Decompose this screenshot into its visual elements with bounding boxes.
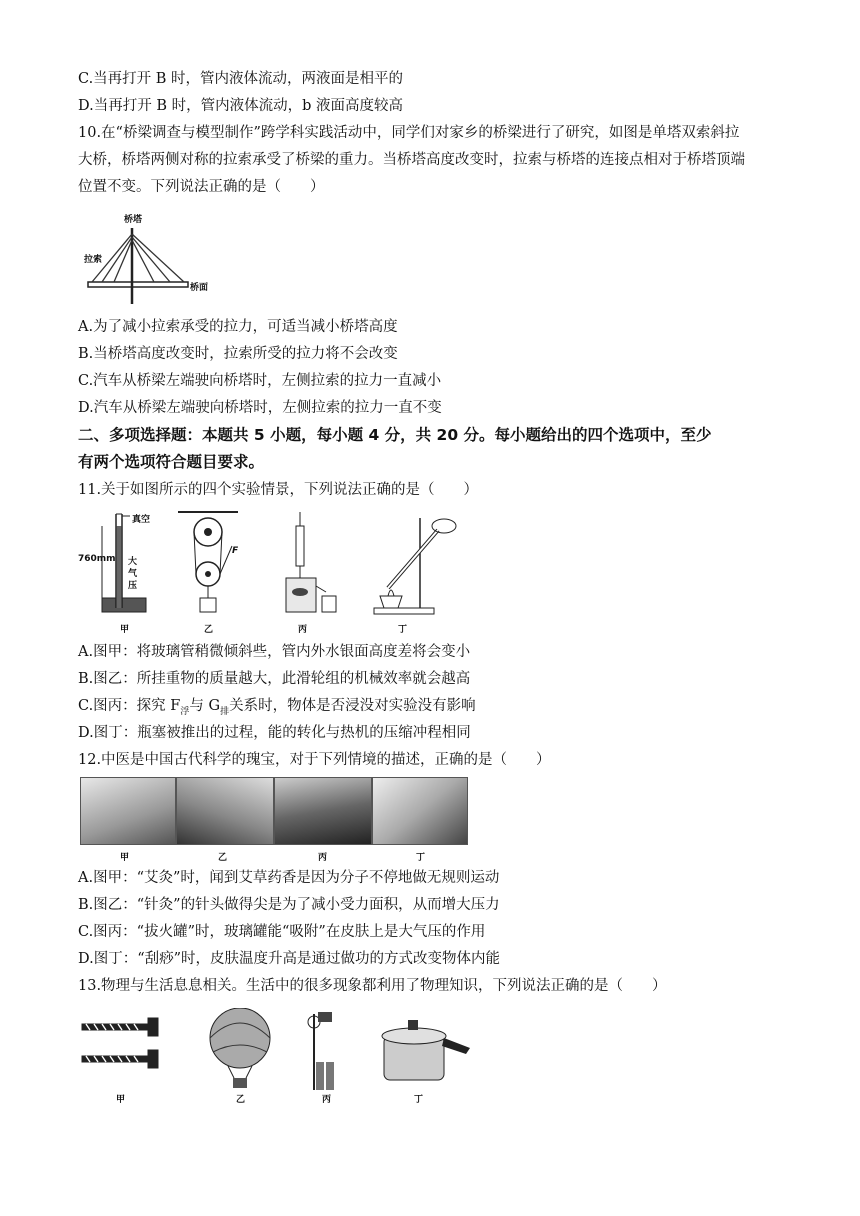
- deck-label: 桥面: [190, 283, 209, 293]
- q12-stem: 12.中医是中国古代科学的瑰宝，对于下列情境的描述，正确的是（ ）: [78, 752, 551, 768]
- q13-caption-yi: 乙: [236, 1095, 246, 1105]
- vacuum-label: 真空: [132, 515, 151, 525]
- force-f-label: F: [232, 546, 239, 556]
- height-760mm-label: 760mm: [78, 554, 116, 564]
- q9-option-c: C.当再打开 B 时，管内液体流动，两液面是相平的: [78, 71, 404, 87]
- q10-option-d: D.汽车从桥梁左端驶向桥塔时，左侧拉索的拉力一直不变: [78, 400, 442, 416]
- atm-label-2: 气: [128, 569, 138, 579]
- q12-caption-ding: 丁: [416, 853, 426, 863]
- q13-caption-ding: 丁: [414, 1095, 424, 1105]
- acupuncture-photo: [176, 777, 274, 845]
- q11-option-a: A.图甲：将玻璃管稍微倾斜些，管内外水银面高度差将会变小: [78, 644, 471, 660]
- atm-label-1: 大: [128, 557, 138, 567]
- q11-caption-yi: 乙: [204, 625, 214, 635]
- q12-option-c: C.图丙：“拔火罐”时，玻璃罐能“吸附”在皮肤上是大气压的作用: [78, 924, 486, 940]
- q12-caption-jia: 甲: [120, 853, 130, 863]
- q11-experiment-figure: [78, 508, 478, 638]
- section-2-heading-line2: 有两个选项符合题目要求。: [78, 453, 265, 471]
- q9-option-d: D.当再打开 B 时，管内液体流动，b 液面高度较高: [78, 98, 403, 114]
- tower-label: 桥塔: [124, 215, 143, 225]
- q11-option-c: C.图丙：探究 $F_浮$与 $G_排$关系时，物体是否浸没对实验没有影响: [78, 698, 476, 717]
- q10-option-c: C.汽车从桥梁左端驶向桥塔时，左侧拉索的拉力一直减小: [78, 373, 442, 389]
- q12-option-a: A.图甲：“艾灸”时，闻到艾草药香是因为分子不停地做无规则运动: [78, 870, 500, 886]
- q11-option-b: B.图乙：所挂重物的质量越大，此滑轮组的机械效率就会越高: [78, 671, 471, 687]
- q13-caption-bing: 丙: [322, 1095, 332, 1105]
- q10-stem-line1: 10.在“桥梁调查与模型制作”跨学科实践活动中，同学们对家乡的桥梁进行了研究，如图是单塔双索斜拉: [78, 125, 740, 141]
- q11-caption-bing: 丙: [298, 625, 308, 635]
- q11-option-d: D.图丁：瓶塞被推出的过程，能的转化与热机的压缩冲程相同: [78, 725, 471, 741]
- cable-label: 拉索: [84, 255, 103, 265]
- q10-option-b: B.当桥塔高度改变时，拉索所受的拉力将不会改变: [78, 346, 398, 362]
- q13-figure: [78, 1008, 478, 1108]
- q12-caption-yi: 乙: [218, 853, 228, 863]
- q10-option-a: A.为了减小拉索承受的拉力，可适当减小桥塔高度: [78, 319, 398, 335]
- q13-stem: 13.物理与生活息息相关。生活中的很多现象都利用了物理知识，下列说法正确的是（ ）: [78, 978, 667, 994]
- atm-label-3: 压: [128, 581, 138, 591]
- guasha-photo: [372, 777, 468, 845]
- moxibustion-photo: [80, 777, 176, 845]
- cupping-photo: [274, 777, 372, 845]
- q11-stem: 11.关于如图所示的四个实验情景，下列说法正确的是（ ）: [78, 482, 479, 498]
- q10-stem-line2: 大桥，桥塔两侧对称的拉索承受了桥梁的重力。当桥塔高度改变时，拉索与桥塔的连接点相对于桥塔顶端: [78, 152, 745, 168]
- q13-caption-jia: 甲: [116, 1095, 126, 1105]
- q12-option-b: B.图乙：“针灸”的针头做得尖是为了减小受力面积，从而增大压力: [78, 897, 500, 913]
- q11-caption-jia: 甲: [120, 625, 130, 635]
- section-2-heading-line1: 二、多项选择题：本题共 5 小题，每小题 4 分，共 20 分。每小题给出的四个选项中，至少: [78, 426, 712, 444]
- q10-stem-line3: 位置不变。下列说法正确的是（ ）: [78, 179, 325, 195]
- cable-stayed-bridge-figure: [84, 208, 224, 308]
- q12-caption-bing: 丙: [318, 853, 328, 863]
- q12-option-d: D.图丁：“刮痧”时，皮肤温度升高是通过做功的方式改变物体内能: [78, 951, 501, 967]
- q11-caption-ding: 丁: [398, 625, 408, 635]
